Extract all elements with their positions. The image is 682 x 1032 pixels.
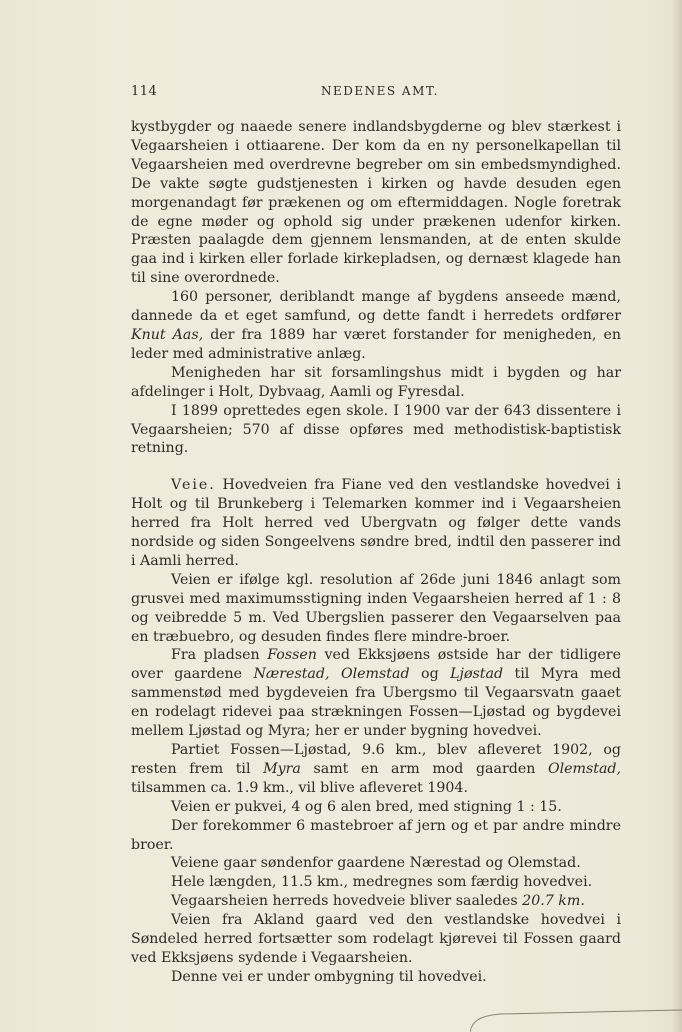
- paragraph-veie-intro: [131, 476, 621, 571]
- page-curl-mark: [470, 1008, 682, 1032]
- paragraph-akland: Veien fra Akland gaard ved den vestlandske hovedvei i Søndeled herred fortsætter som rodelagt kjørevei til Fossen gaard ved Ekksjøens sydende i Vegaarsheien.: [131, 912, 621, 966]
- paragraph-school: I 1899 oprettedes egen skole. I 1900 var der 643 dissentere i Vegaarsheien; 570 af disse opføres med methodistisk-baptistisk retning.: [131, 402, 621, 457]
- italic-place: Myra: [263, 760, 301, 777]
- paragraph-partiet: [131, 741, 621, 798]
- italic-place: Fossen: [267, 647, 317, 664]
- section-gap: [131, 458, 621, 476]
- text-run: til Myra med sammenstød med bygdeveien fra Ubergsmo til Vegaarsvatn gaaet en rodelagt ridevei paa strækningen Fossen—Ljøstad og bygdevei mellem Ljøstad og Myra; her er under bygning hovedvei.: [131, 666, 621, 740]
- italic-name: Knut Aas,: [131, 326, 204, 343]
- text-run: Vegaarsheien herreds hovedveie bliver saaledes: [171, 893, 523, 910]
- italic-place: Ljøstad: [450, 666, 504, 683]
- paragraph-meeting-house: Menigheden har sit forsamlingshus midt i bygden og har afdelinger i Holt, Dybvaag, Aamli og Fyresdal.: [131, 364, 621, 400]
- italic-place: Olemstad,: [547, 760, 622, 777]
- paragraph-ombygning: Denne vei er under ombygning til hovedvei.: [171, 968, 487, 985]
- page-edge-shadow: [672, 0, 682, 1032]
- running-title: NEDENES AMT.: [321, 84, 439, 98]
- text-run: samt en arm mod gaarden: [300, 760, 548, 777]
- italic-place: Olemstad: [340, 666, 410, 683]
- paragraph-pukvei: Veien er pukvei, 4 og 6 alen bred, med stigning 1 : 15.: [171, 798, 562, 815]
- paragraph-fossen: [131, 646, 621, 741]
- paragraph-mastebroer: Der forekommer 6 mastebroer af jern og et par andre mindre broer.: [131, 817, 621, 853]
- section-heading-veie: Veie.: [171, 477, 216, 494]
- body-text: [131, 118, 621, 987]
- paragraph-society-rest: der fra 1889 har været forstander for menigheden, en leder med administrative anlæg.: [131, 326, 621, 362]
- page-header: [131, 84, 617, 104]
- paragraph-society-text: 160 personer, deriblandt mange af bygdens anseede mænd, dannede da et eget samfund, og dette fandt i herredets ordfører: [131, 289, 621, 325]
- text-run: Partiet Fossen—Ljøstad, 9.6 km., blev afleveret 1902, og resten frem til: [131, 742, 621, 777]
- text-run: Fra pladsen: [171, 647, 268, 664]
- veie-intro-text: Hovedveien fra Fiane ved den vestlandske hovedvei i Holt og til Brunkeberg i Telemarken kommer ind i Vegaarsheien herred fra Holt herred ved Ubergvatn og følger dette vands nordside og siden Songeelvens søndre bred, indtil den passerer ind i Aamli herred.: [131, 477, 621, 569]
- paragraph-laengden: Hele længden, 11.5 km., medregnes som færdig hovedvei.: [171, 874, 593, 891]
- paragraph-sondenfor: Veiene gaar søndenfor gaardene Nærestad og Olemstad.: [171, 855, 581, 872]
- italic-place: Nærestad,: [253, 666, 330, 683]
- italic-distance: 20.7 km.: [522, 893, 585, 910]
- text-run: og: [409, 666, 451, 683]
- paragraph-society: [131, 288, 621, 364]
- paragraph-resolution: Veien er ifølge kgl. resolution af 26de juni 1846 anlagt som grusvei med maximumsstigning inden Vegaarsheien herred af 1 : 8 og veibredde 5 m. Ved Ubergslien passerer den Vegaarselven paa en træbuebro, og desuden findes flere mindre-broer.: [131, 571, 621, 645]
- text-run: [329, 666, 341, 682]
- paragraph-continuation: kystbygder og naaede senere indlandsbygderne og blev stærkest i Vegaarsheien i ottiaarene. Der kom da en ny personelkapellan til Vegaarsheien med overdrevne begreber om sin embedsmyndighed. De vakte søgte gudstjenesten i kirken og havde desuden egen morgenandagt før prækenen og om eftermiddagen. Nogle foretrak de egne møder og ophold sig under prækenen udenfor kirken. Præsten paalagde dem gjennem lensmanden, at de enten skulde gaa ind i kirken eller forlade kirkepladsen, og dernæst klagede han til sine overordnede.: [131, 119, 621, 287]
- text-run: tilsammen ca. 1.9 km., vil blive afleveret 1904.: [131, 779, 468, 796]
- page-number: 114: [131, 84, 158, 99]
- text-run: ved Ekksjøens østside har der tidligere over gaardene: [131, 647, 621, 683]
- paragraph-hovedveie: [131, 892, 621, 911]
